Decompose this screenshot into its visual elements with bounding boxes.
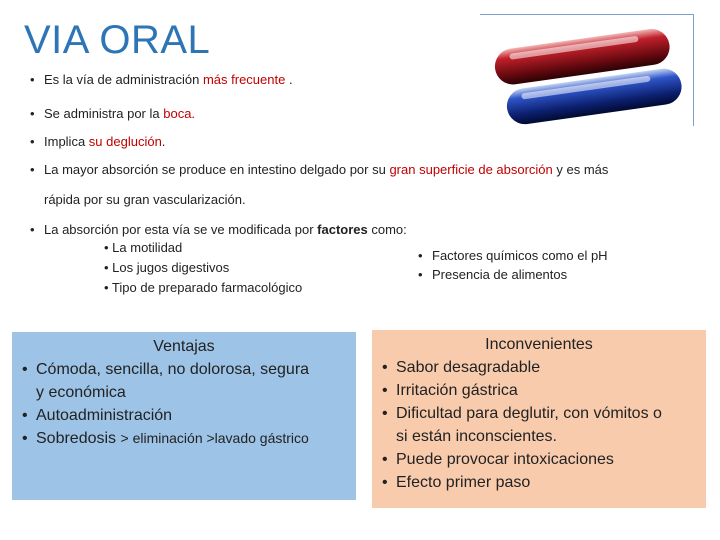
bullet-factors: • La absorción por esta vía se ve modificada por factores como: bbox=[30, 222, 407, 237]
ventajas-item: • Autoadministración bbox=[22, 407, 173, 424]
bullet-frequency: • Es la vía de administración más frecuente . bbox=[30, 72, 293, 87]
factor-digestive-juices: • Los jugos digestivos bbox=[104, 260, 230, 275]
inconvenientes-item: • Irritación gástrica bbox=[382, 382, 518, 399]
inconvenientes-item: • Puede provocar intoxicaciones bbox=[382, 451, 614, 468]
factor-motility: • La motilidad bbox=[104, 240, 183, 255]
factor-chemical: • Factores químicos como el pH bbox=[418, 248, 608, 263]
factor-food: • Presencia de alimentos bbox=[418, 267, 568, 282]
ventajas-panel bbox=[12, 332, 356, 500]
bullet-mouth: • Se administra por la boca. bbox=[30, 106, 196, 121]
capsules-image bbox=[480, 14, 694, 126]
inconvenientes-heading: Inconvenientes bbox=[485, 336, 593, 353]
capsules-illustration bbox=[480, 15, 694, 127]
factor-preparation-type: • Tipo de preparado farmacológico bbox=[104, 280, 303, 295]
ventajas-item: • Sobredosis > eliminación >lavado gástrico bbox=[22, 430, 309, 447]
inconvenientes-item: • Efecto primer paso bbox=[382, 474, 531, 491]
ventajas-item: • Cómoda, sencilla, no dolorosa, segura y económica bbox=[22, 361, 310, 401]
inconvenientes-item: • Dificultad para deglutir, con vómitos o si están inconscientes. bbox=[382, 405, 662, 445]
bullet-absorption-line2: rápida por su gran vascularización. bbox=[44, 192, 246, 207]
page-title: VIA ORAL bbox=[24, 18, 211, 62]
ventajas-heading: Ventajas bbox=[153, 338, 215, 355]
inconvenientes-panel bbox=[372, 330, 706, 508]
inconvenientes-item: • Sabor desagradable bbox=[382, 359, 541, 376]
bullet-swallowing: • Implica su deglución. bbox=[30, 134, 166, 149]
bullet-absorption: • La mayor absorción se produce en intestino delgado por su gran superficie de absorción y es más bbox=[30, 162, 609, 177]
